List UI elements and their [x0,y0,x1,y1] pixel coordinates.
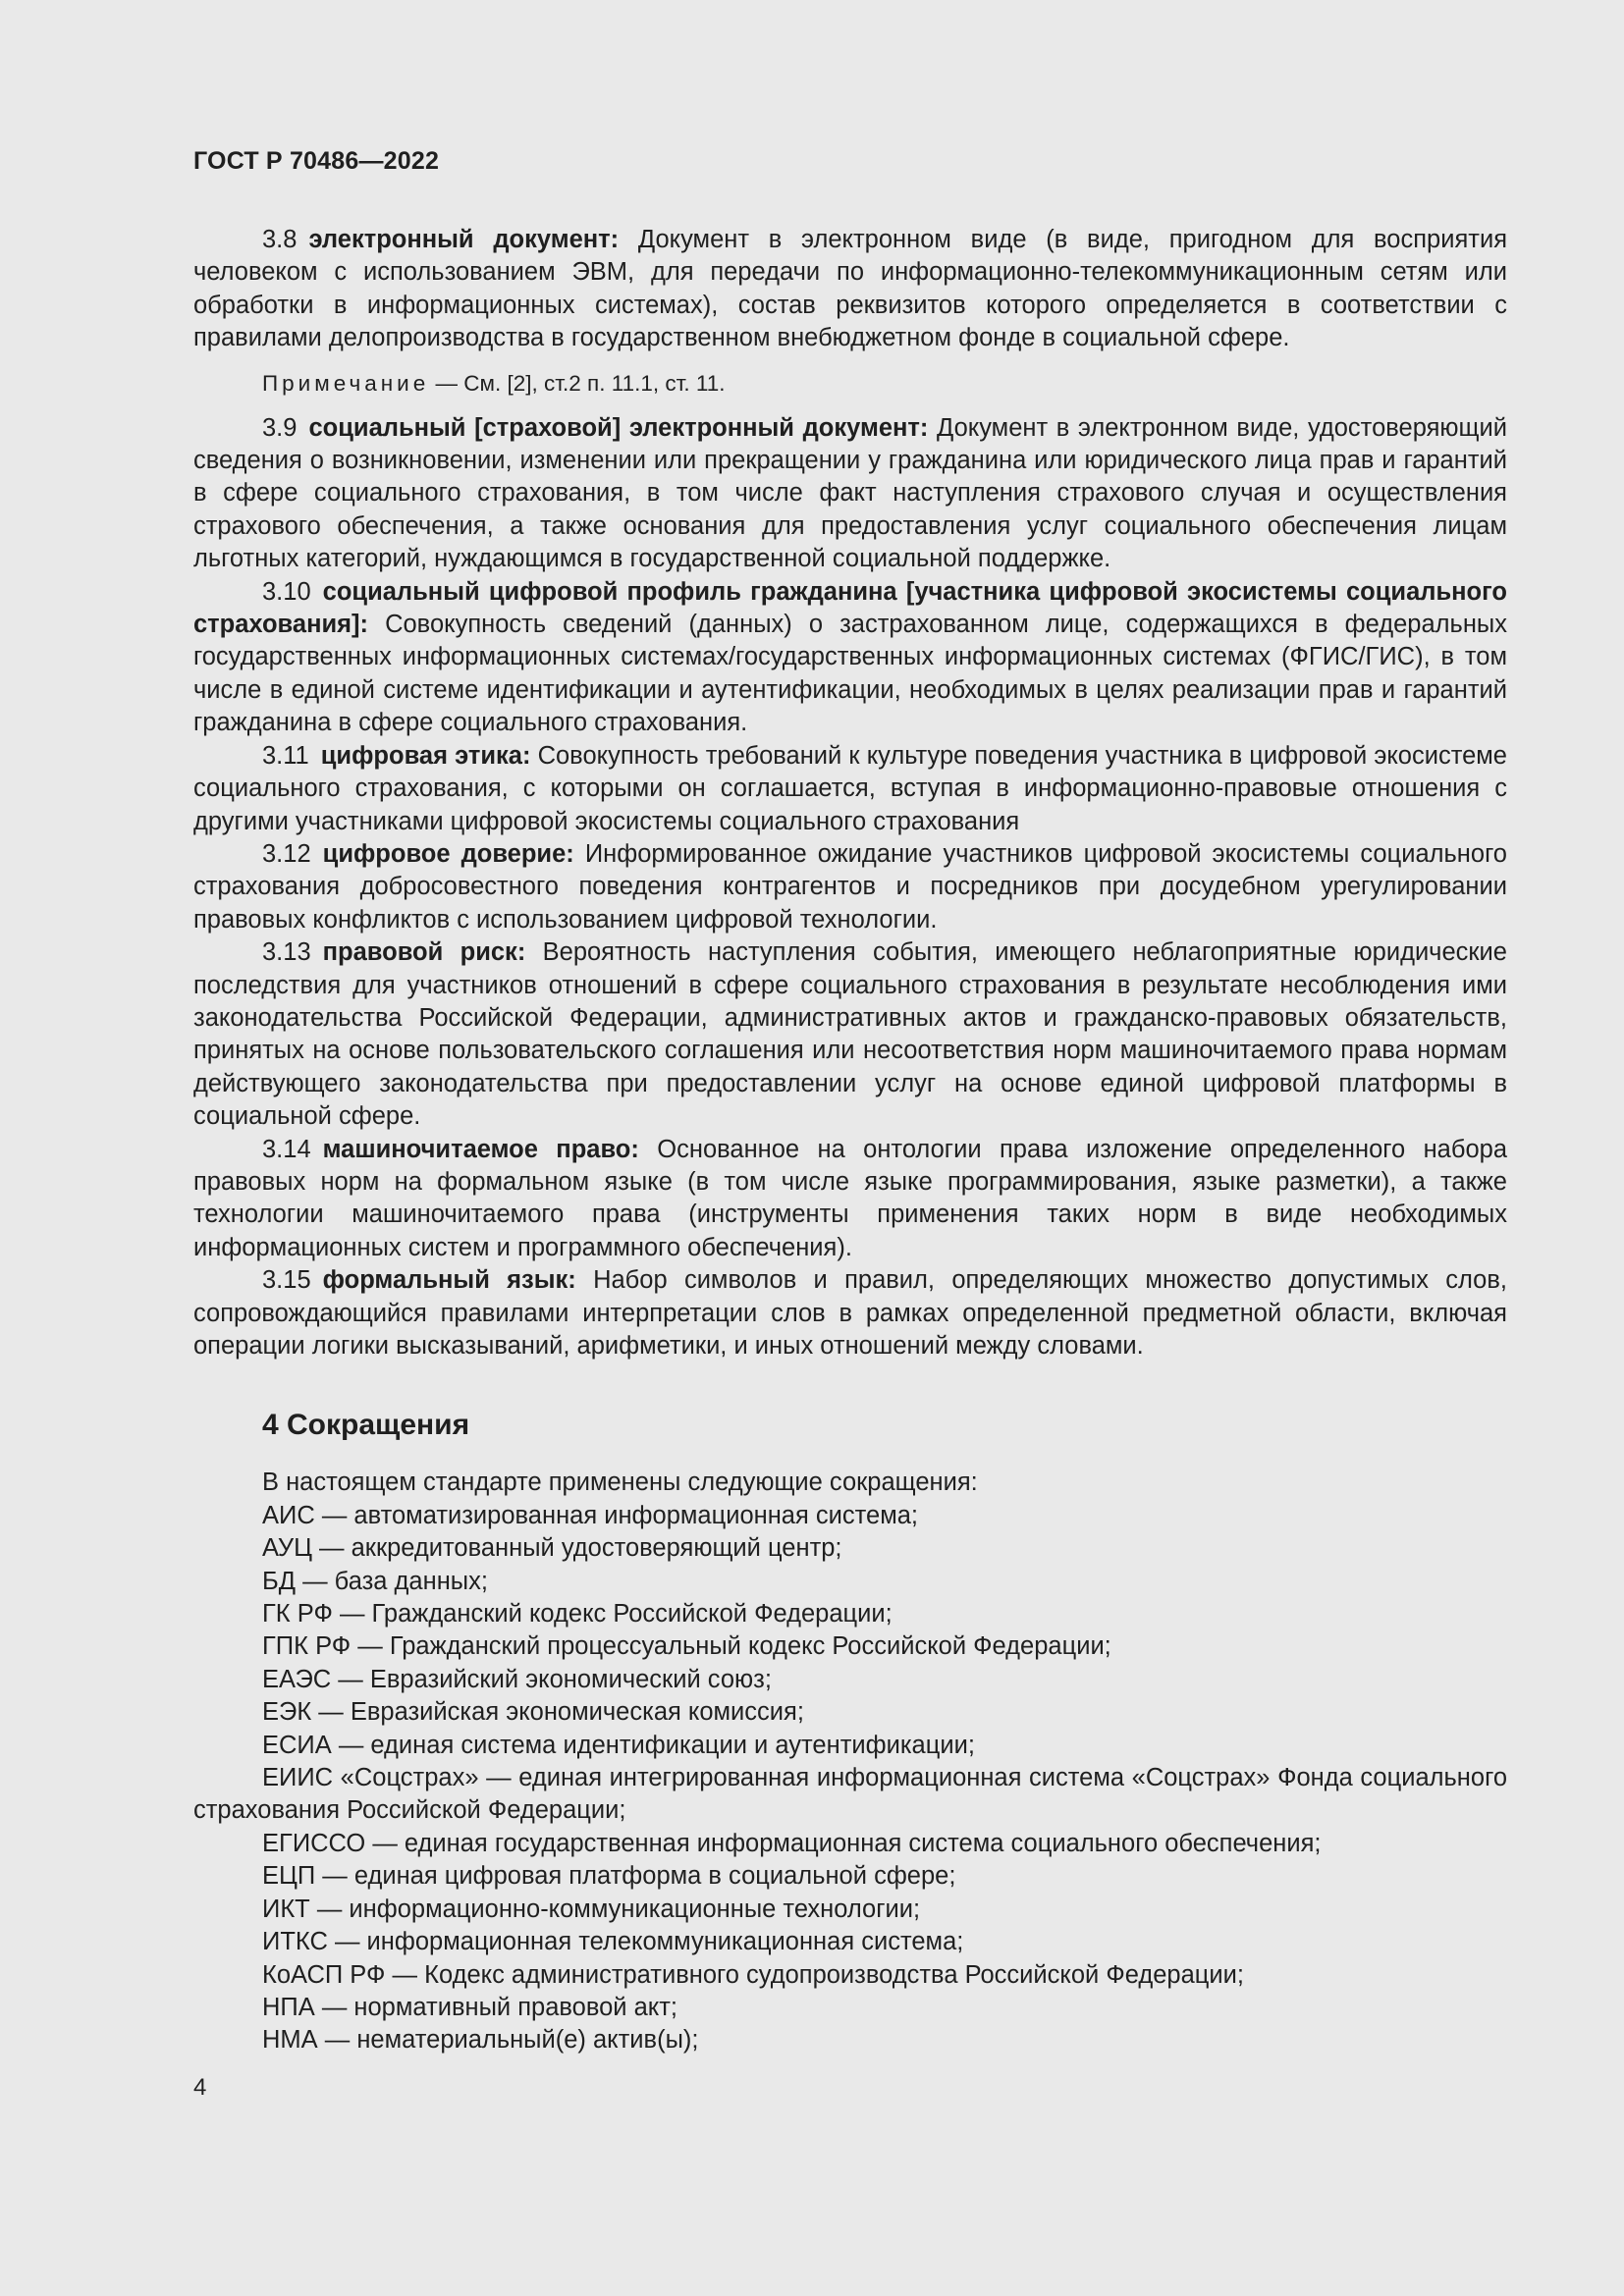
term-number: 3.9 [262,413,298,442]
term-title: электронный документ: [308,226,620,253]
list-item: ЕИИС «Соцстрах» — единая интегрированная информационная система «Соцстрах» Фонда социального страхования Российской Федерации; [193,1764,1507,1825]
list-item: ГПК РФ — Гражданский процессуальный кодекс Российской Федерации; [262,1632,1111,1661]
term-definition: Совокупность требований к культуре поведения участника в цифровой экосистеме социального страхования, с которыми он соглашается, вступая в информационно-правовые отношения с другими участниками цифровой экосистемы социального страхования [193,741,1507,835]
term-3-12 [193,838,1507,936]
term-number: 3.8 [262,226,298,253]
term-number: 3.15 [262,1266,311,1295]
term-number: 3.12 [262,839,311,868]
list-item: ЕСИА — единая система идентификации и аутентификации; [262,1731,975,1759]
term-definition: Вероятность наступления события, имеющего неблагоприятные юридические последствия для участников отношений в сфере социального страхования в результате несоблюдения ими законодательства Российской Федерации, административных актов и гражданско-правовых обязательств, принятых на основе пользовательского соглашения или несоответствия норм машиночитаемого права нормам действующего законодательства при предоставлении услуг на основе единой цифровой платформы в социальной сфере. [193,938,1507,1131]
term-title: социальный цифровой профиль гражданина [участника цифровой экосистемы социального страхования]: [193,577,1507,639]
term-title: формальный язык: [322,1266,576,1295]
page-number: 4 [193,2074,207,2101]
note-3-8 [193,369,1507,399]
term-title: цифровая этика: [320,741,531,770]
list-item: ЕГИССО — единая государственная информационная система социального обеспечения; [262,1829,1322,1857]
abbreviations-intro: В настоящем стандарте применены следующие сокращения: [262,1468,978,1497]
term-definition: Информированное ожидание участников цифровой экосистемы социального страхования добросовестного поведения контрагентов и посредников при досудебном урегулировании правовых конфликтов с использованием цифровой технологии. [193,839,1507,934]
list-item: ИТКС — информационная телекоммуникационная система; [262,1928,964,1956]
term-title: социальный [страховой] электронный документ: [308,413,929,442]
note-label: Примечание [262,370,430,396]
term-3-15 [193,1264,1507,1362]
term-title: машиночитаемое право: [322,1135,639,1163]
list-item: АУЦ — аккредитованный удостоверяющий центр; [262,1534,842,1563]
term-definition: Документ в электронном виде, удостоверяющий сведения о возникновении, изменении или прекращении у гражданина или юридического лица прав и гарантий в сфере социального страхования, в том числе факт наступления страхового случая и осуществления страхового обеспечения, а также основания для предоставления услуг социального обеспечения лицам льготных категорий, нуждающимся в государственной социальной поддержке. [193,413,1507,573]
list-item: БД — база данных; [262,1567,488,1595]
list-item: КоАСП РФ — Кодекс административного судопроизводства Российской Федерации; [262,1960,1244,1989]
term-number: 3.10 [262,577,311,606]
note-text: — См. [2], ст.2 п. 11.1, ст. 11. [429,370,726,396]
list-item: ИКТ — информационно-коммуникационные технологии; [262,1895,921,1923]
term-title: цифровое доверие: [322,839,574,868]
list-item: НПА — нормативный правовой акт; [262,1993,678,2021]
term-3-9 [193,412,1507,576]
term-definition: Совокупность сведений (данных) о застрахованном лице, содержащихся в федеральных государственных информационных системах/государственных информационных системах (ФГИС/ГИС), в том числе в единой системе идентификации и аутентификации, необходимых в целях реализации прав и гарантий гражданина в сфере социального страхования. [193,611,1507,737]
term-number: 3.14 [262,1135,311,1163]
document-body [193,224,1507,2057]
list-item: ЕЭК — Евразийская экономическая комиссия; [262,1698,804,1727]
term-number: 3.13 [262,938,311,967]
list-item: ГК РФ — Гражданский кодекс Российской Федерации; [262,1600,893,1629]
term-number: 3.11 [262,741,309,770]
abbreviations-list [193,1500,1507,2057]
term-3-14 [193,1134,1507,1265]
list-item: НМА — нематериальный(е) актив(ы); [262,2026,699,2055]
term-definition: Набор символов и правил, определяющих множество допустимых слов, сопровождающийся правилами интерпретации слов в рамках определенной предметной области, включая операции логики высказываний, арифметики, и иных отношений между словами. [193,1266,1507,1360]
term-3-11 [193,740,1507,838]
section-4-title: 4 Сокращения [262,1409,470,1442]
term-title: правовой риск: [322,938,526,967]
term-3-13 [193,936,1507,1133]
list-item: ЕАЭС — Евразийский экономический союз; [262,1665,772,1693]
term-3-10 [193,576,1507,740]
term-definition: Документ в электронном виде (в виде, пригодном для восприятия человеком с использованием ЭВМ, для передачи по информационно-телекоммуникационным сетям или обработки в информационных системах), состав реквизитов которого определяется в соответствии с правилами делопроизводства в государственном внебюджетном фонде в социальной сфере. [193,226,1507,352]
document-header: ГОСТ Р 70486—2022 [193,147,440,175]
list-item: АИС — автоматизированная информационная система; [262,1501,918,1529]
term-3-8 [193,224,1507,355]
list-item: ЕЦП — единая цифровая платформа в социальной сфере; [262,1862,956,1891]
term-definition: Основанное на онтологии права изложение определенного набора правовых норм на формальном языке (в том числе языке программирования, языке разметки), а также технологии машиночитаемого права (инструменты применения таких норм в виде необходимых информационных систем и программного обеспечения). [193,1135,1507,1261]
